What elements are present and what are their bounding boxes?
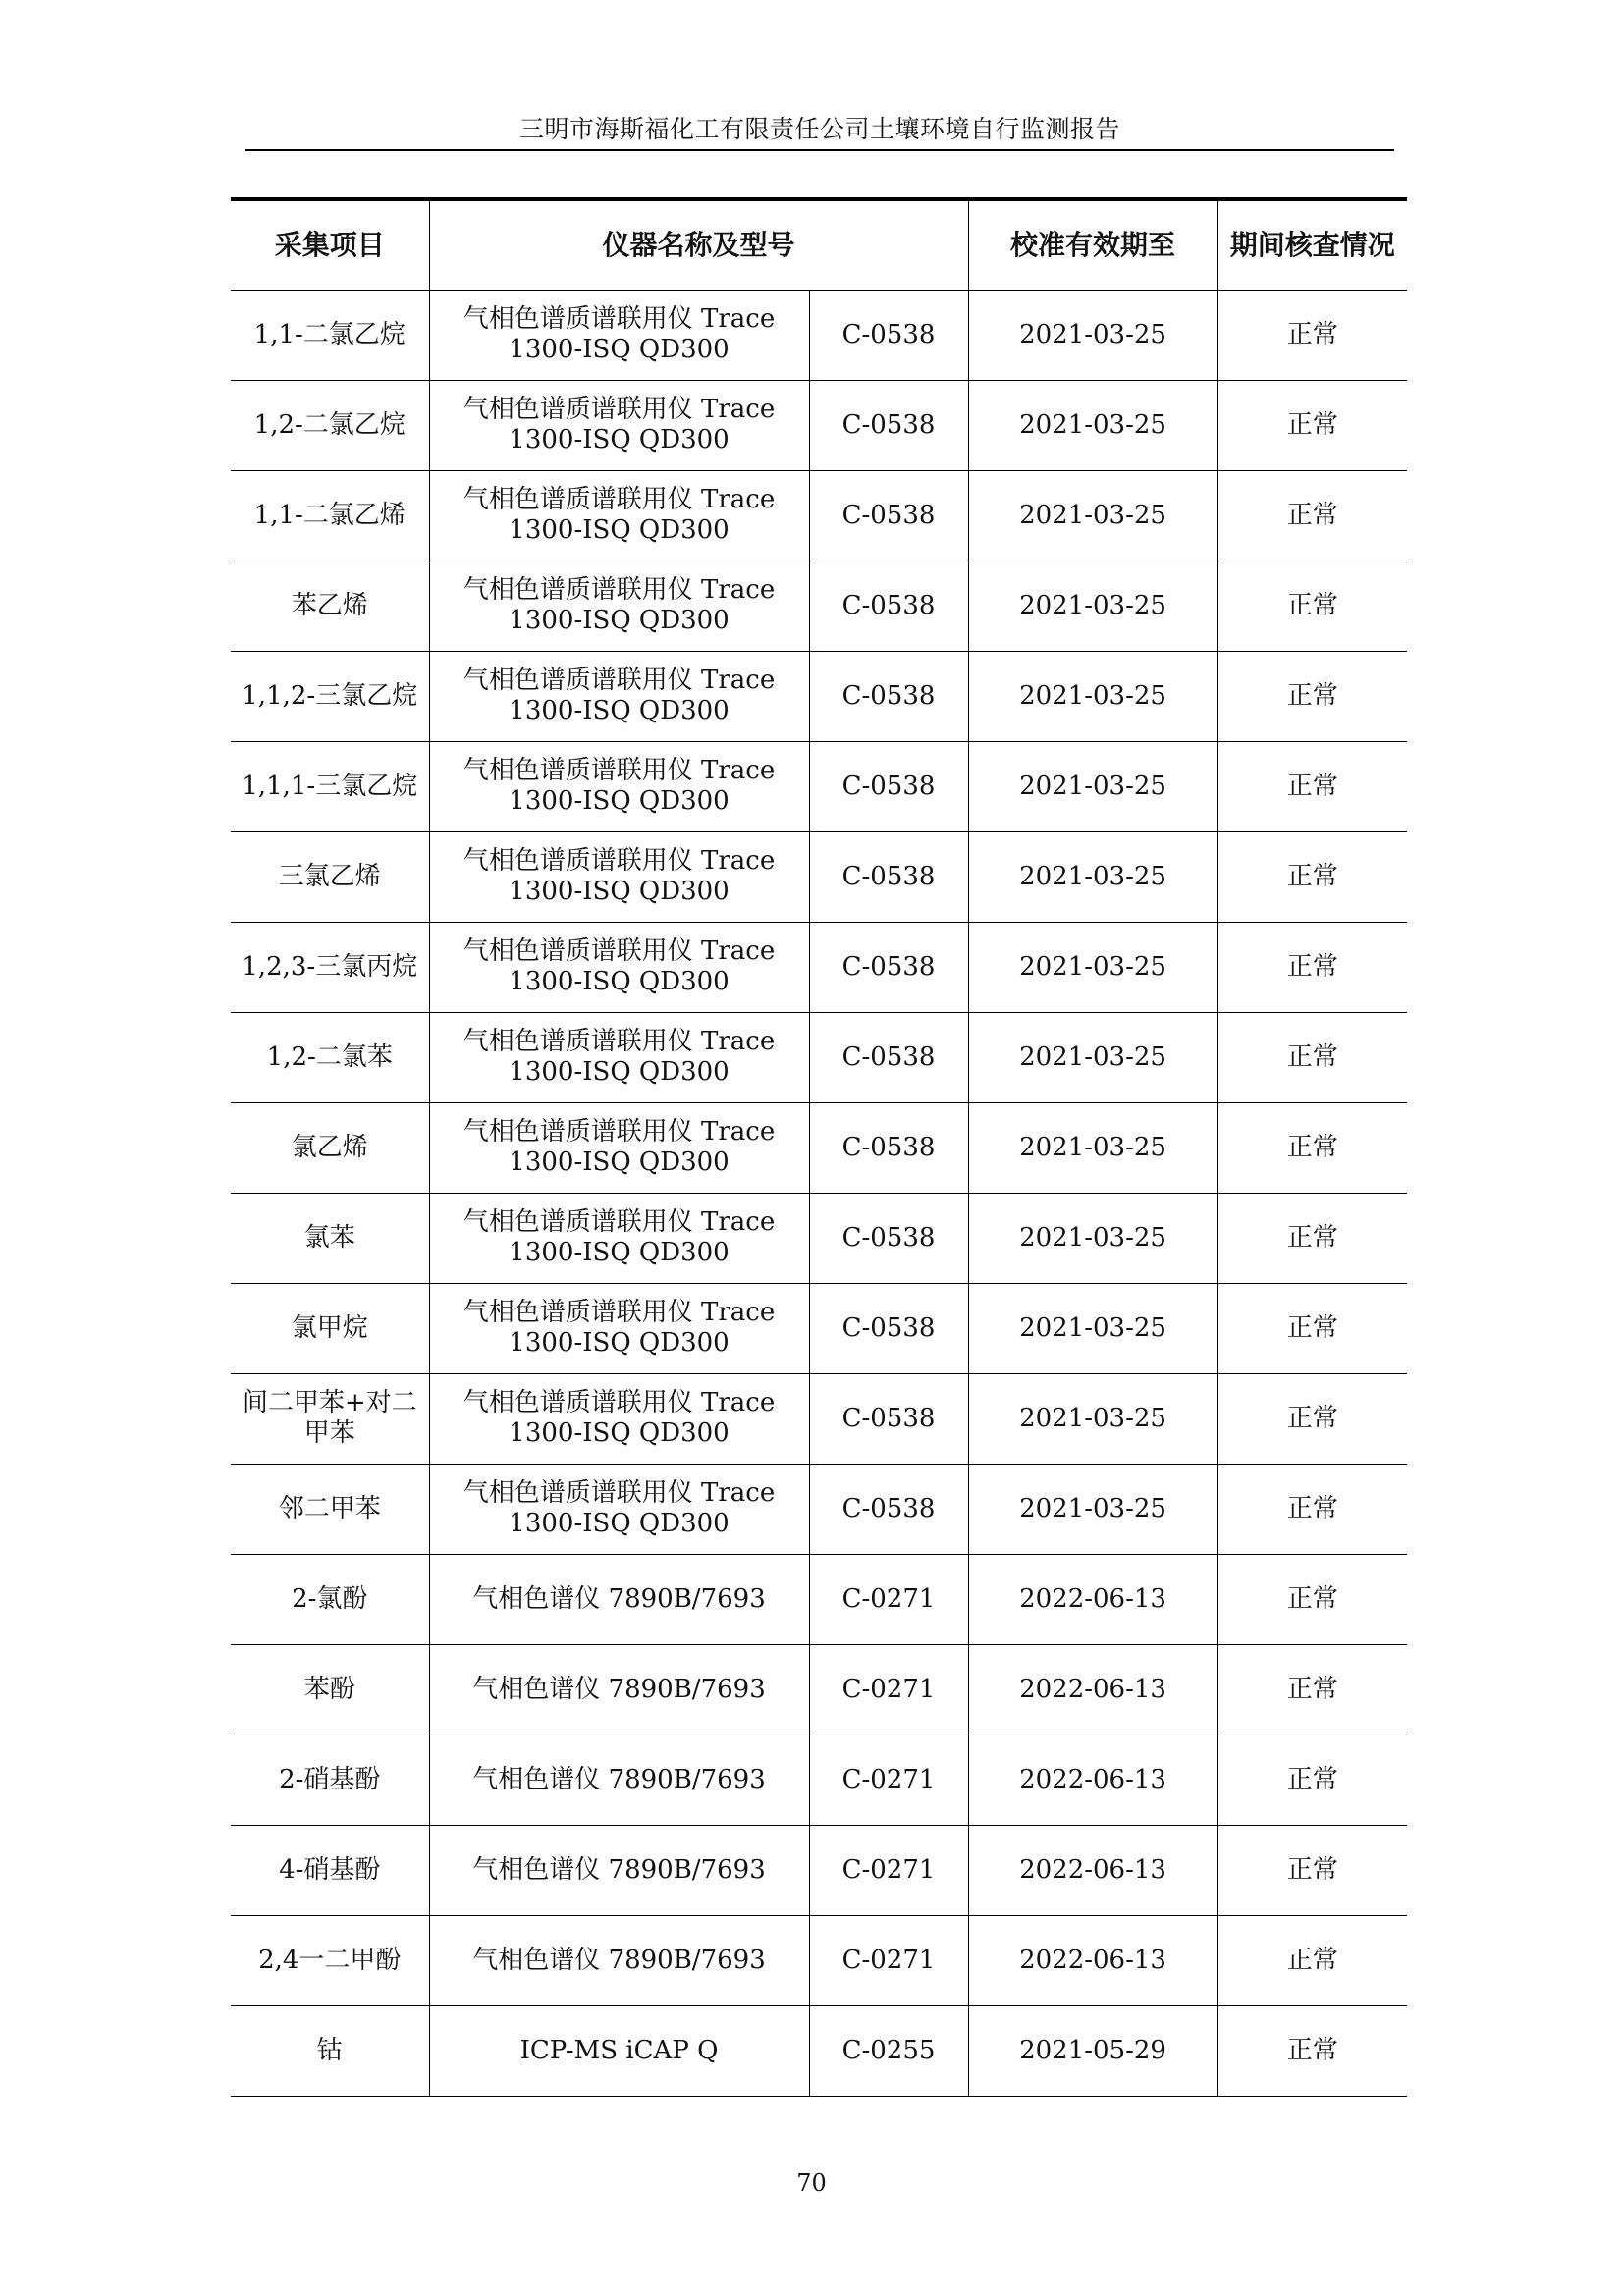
- instrument-name-line: 1300-ISQ QD300: [509, 1238, 730, 1267]
- instrument-name-cell: [429, 470, 809, 561]
- calibration-date-cell: 2022-06-13: [968, 1825, 1217, 1915]
- column-header-item: 采集项目: [231, 199, 429, 290]
- instrument-name-cell: [429, 1283, 809, 1373]
- verification-status-cell: 正常: [1217, 741, 1407, 831]
- calibration-date-cell: 2021-03-25: [968, 1464, 1217, 1554]
- verification-status-cell: 正常: [1217, 470, 1407, 561]
- table-row: [231, 1915, 1407, 2005]
- table-row: [231, 561, 1407, 651]
- instrument-name-cell: [429, 380, 809, 470]
- calibration-date-cell: 2021-03-25: [968, 470, 1217, 561]
- sample-item-cell: 1,2,3-三氯丙烷: [231, 922, 429, 1012]
- instrument-name-cell: [429, 1644, 809, 1735]
- verification-status-cell: 正常: [1217, 561, 1407, 651]
- verification-status-cell: 正常: [1217, 290, 1407, 380]
- table-row: [231, 1464, 1407, 1554]
- instrument-code-cell: C-0538: [809, 470, 968, 561]
- instrument-code-cell: C-0538: [809, 1012, 968, 1102]
- sample-item-cell: 1,1-二氯乙烯: [231, 470, 429, 561]
- calibration-date-cell: 2021-03-25: [968, 1193, 1217, 1283]
- calibration-date-cell: 2021-03-25: [968, 741, 1217, 831]
- table-row: [231, 741, 1407, 831]
- table-row: [231, 1283, 1407, 1373]
- verification-status-cell: 正常: [1217, 2005, 1407, 2096]
- instrument-name-line: 气相色谱仪 7890B/7693: [472, 1764, 766, 1794]
- sample-item-cell: 氯苯: [231, 1193, 429, 1283]
- calibration-date-cell: 2021-03-25: [968, 922, 1217, 1012]
- sample-item-cell: 2,4一二甲酚: [231, 1915, 429, 2005]
- verification-status-cell: 正常: [1217, 1825, 1407, 1915]
- instrument-name-cell: [429, 1102, 809, 1193]
- instrument-code-cell: C-0538: [809, 651, 968, 741]
- instrument-name-cell: [429, 1193, 809, 1283]
- table-row: [231, 1373, 1407, 1464]
- instrument-name-line: 1300-ISQ QD300: [509, 696, 730, 725]
- instrument-name-line: 1300-ISQ QD300: [509, 606, 730, 635]
- calibration-date-cell: 2021-03-25: [968, 831, 1217, 922]
- instrument-code-cell: C-0538: [809, 290, 968, 380]
- sample-item-cell: 1,1,2-三氯乙烷: [231, 651, 429, 741]
- table-row: [231, 1554, 1407, 1644]
- instrument-name-line: 气相色谱质谱联用仪 Trace: [462, 575, 776, 605]
- calibration-date-cell: 2021-03-25: [968, 651, 1217, 741]
- sample-item-cell: 1,1-二氯乙烷: [231, 290, 429, 380]
- instrument-name-line: 气相色谱质谱联用仪 Trace: [462, 936, 776, 966]
- calibration-table: [231, 197, 1407, 2097]
- instrument-name-line: ICP-MS iCAP Q: [519, 2035, 719, 2065]
- verification-status-cell: 正常: [1217, 1193, 1407, 1283]
- verification-status-cell: 正常: [1217, 651, 1407, 741]
- table-row: [231, 831, 1407, 922]
- calibration-date-cell: 2021-03-25: [968, 380, 1217, 470]
- instrument-name-cell: [429, 1825, 809, 1915]
- sample-item-cell: 间二甲苯+对二甲苯: [231, 1373, 429, 1464]
- sample-item-cell: 苯乙烯: [231, 561, 429, 651]
- instrument-name-cell: [429, 741, 809, 831]
- sample-item-cell: 2-氯酚: [231, 1554, 429, 1644]
- instrument-code-cell: C-0538: [809, 1102, 968, 1193]
- instrument-name-line: 1300-ISQ QD300: [509, 335, 730, 364]
- instrument-name-line: 气相色谱质谱联用仪 Trace: [462, 485, 776, 514]
- table-row: [231, 1193, 1407, 1283]
- instrument-code-cell: C-0271: [809, 1915, 968, 2005]
- report-header-title: 三明市海斯福化工有限责任公司土壤环境自行监测报告: [518, 115, 1120, 143]
- calibration-date-cell: 2021-03-25: [968, 1373, 1217, 1464]
- instrument-code-cell: C-0538: [809, 380, 968, 470]
- verification-status-cell: 正常: [1217, 1644, 1407, 1735]
- table-row: [231, 1735, 1407, 1825]
- sample-item-cell: 钴: [231, 2005, 429, 2096]
- instrument-name-line: 气相色谱质谱联用仪 Trace: [462, 846, 776, 876]
- sample-item-cell: 邻二甲苯: [231, 1464, 429, 1554]
- instrument-name-line: 气相色谱质谱联用仪 Trace: [462, 1117, 776, 1147]
- verification-status-cell: 正常: [1217, 380, 1407, 470]
- instrument-code-cell: C-0271: [809, 1735, 968, 1825]
- instrument-name-line: 1300-ISQ QD300: [509, 425, 730, 454]
- instrument-code-cell: C-0538: [809, 741, 968, 831]
- sample-item-cell: 2-硝基酚: [231, 1735, 429, 1825]
- instrument-code-cell: C-0255: [809, 2005, 968, 2096]
- instrument-name-cell: [429, 2005, 809, 2096]
- verification-status-cell: 正常: [1217, 831, 1407, 922]
- table-row: [231, 922, 1407, 1012]
- instrument-name-cell: [429, 561, 809, 651]
- instrument-name-line: 气相色谱质谱联用仪 Trace: [462, 1478, 776, 1508]
- instrument-name-cell: [429, 1464, 809, 1554]
- table-row: [231, 2005, 1407, 2096]
- instrument-name-line: 气相色谱仪 7890B/7693: [472, 1674, 766, 1704]
- instrument-name-line: 1300-ISQ QD300: [509, 1148, 730, 1177]
- column-header-instrument: 仪器名称及型号: [429, 199, 968, 290]
- calibration-date-cell: 2021-03-25: [968, 1283, 1217, 1373]
- instrument-name-line: 1300-ISQ QD300: [509, 786, 730, 816]
- calibration-date-cell: 2021-03-25: [968, 561, 1217, 651]
- instrument-name-line: 气相色谱质谱联用仪 Trace: [462, 1388, 776, 1417]
- instrument-name-line: 气相色谱质谱联用仪 Trace: [462, 304, 776, 334]
- table-row: [231, 290, 1407, 380]
- instrument-name-line: 1300-ISQ QD300: [509, 515, 730, 545]
- instrument-code-cell: C-0538: [809, 1373, 968, 1464]
- verification-status-cell: 正常: [1217, 1102, 1407, 1193]
- instrument-name-line: 1300-ISQ QD300: [509, 1328, 730, 1358]
- table-row: [231, 1012, 1407, 1102]
- calibration-date-cell: 2022-06-13: [968, 1735, 1217, 1825]
- page-number: 70: [796, 2169, 827, 2197]
- instrument-name-line: 1300-ISQ QD300: [509, 1057, 730, 1087]
- instrument-code-cell: C-0538: [809, 561, 968, 651]
- instrument-name-line: 气相色谱质谱联用仪 Trace: [462, 756, 776, 785]
- instrument-name-line: 气相色谱仪 7890B/7693: [472, 1945, 766, 1975]
- instrument-name-line: 气相色谱质谱联用仪 Trace: [462, 666, 776, 695]
- header-divider: [245, 149, 1394, 151]
- instrument-name-line: 气相色谱质谱联用仪 Trace: [462, 1207, 776, 1237]
- calibration-date-cell: 2021-03-25: [968, 1012, 1217, 1102]
- instrument-name-line: 1300-ISQ QD300: [509, 967, 730, 996]
- instrument-name-line: 1300-ISQ QD300: [509, 1509, 730, 1538]
- table-row: [231, 380, 1407, 470]
- instrument-name-line: 气相色谱仪 7890B/7693: [472, 1854, 766, 1885]
- sample-item-cell: 1,2-二氯乙烷: [231, 380, 429, 470]
- instrument-name-cell: [429, 1735, 809, 1825]
- sample-item-cell: 氯乙烯: [231, 1102, 429, 1193]
- instrument-name-line: 1300-ISQ QD300: [509, 1418, 730, 1448]
- instrument-name-cell: [429, 1554, 809, 1644]
- calibration-date-cell: 2021-03-25: [968, 1102, 1217, 1193]
- calibration-date-cell: 2022-06-13: [968, 1915, 1217, 2005]
- instrument-code-cell: C-0538: [809, 1283, 968, 1373]
- sample-item-cell: 氯甲烷: [231, 1283, 429, 1373]
- calibration-date-cell: 2021-05-29: [968, 2005, 1217, 2096]
- instrument-name-line: 气相色谱质谱联用仪 Trace: [462, 1027, 776, 1056]
- instrument-code-cell: C-0538: [809, 922, 968, 1012]
- table-header-row: [231, 199, 1407, 290]
- instrument-code-cell: C-0538: [809, 831, 968, 922]
- instrument-name-line: 气相色谱质谱联用仪 Trace: [462, 395, 776, 424]
- instrument-name-line: 气相色谱质谱联用仪 Trace: [462, 1298, 776, 1327]
- verification-status-cell: 正常: [1217, 1735, 1407, 1825]
- sample-item-cell: 4-硝基酚: [231, 1825, 429, 1915]
- instrument-code-cell: C-0538: [809, 1464, 968, 1554]
- verification-status-cell: 正常: [1217, 1464, 1407, 1554]
- instrument-name-cell: [429, 1373, 809, 1464]
- table-row: [231, 1102, 1407, 1193]
- table-row: [231, 1825, 1407, 1915]
- instrument-name-cell: [429, 1915, 809, 2005]
- table-row: [231, 1644, 1407, 1735]
- instrument-code-cell: C-0538: [809, 1193, 968, 1283]
- instrument-name-cell: [429, 922, 809, 1012]
- sample-item-cell: 1,2-二氯苯: [231, 1012, 429, 1102]
- verification-status-cell: 正常: [1217, 1373, 1407, 1464]
- calibration-date-cell: 2022-06-13: [968, 1644, 1217, 1735]
- verification-status-cell: 正常: [1217, 922, 1407, 1012]
- column-header-verification-status: 期间核查情况: [1217, 199, 1407, 290]
- calibration-date-cell: 2021-03-25: [968, 290, 1217, 380]
- instrument-name-cell: [429, 651, 809, 741]
- verification-status-cell: 正常: [1217, 1554, 1407, 1644]
- table-row: [231, 470, 1407, 561]
- instrument-name-line: 1300-ISQ QD300: [509, 877, 730, 906]
- instrument-name-line: 气相色谱仪 7890B/7693: [472, 1583, 766, 1614]
- instrument-code-cell: C-0271: [809, 1825, 968, 1915]
- calibration-date-cell: 2022-06-13: [968, 1554, 1217, 1644]
- instrument-name-cell: [429, 831, 809, 922]
- column-header-calibration-date: 校准有效期至: [968, 199, 1217, 290]
- table-row: [231, 651, 1407, 741]
- sample-item-cell: 1,1,1-三氯乙烷: [231, 741, 429, 831]
- instrument-name-cell: [429, 1012, 809, 1102]
- sample-item-cell: 苯酚: [231, 1644, 429, 1735]
- verification-status-cell: 正常: [1217, 1915, 1407, 2005]
- sample-item-cell: 三氯乙烯: [231, 831, 429, 922]
- instrument-code-cell: C-0271: [809, 1644, 968, 1735]
- instrument-name-cell: [429, 290, 809, 380]
- instrument-code-cell: C-0271: [809, 1554, 968, 1644]
- verification-status-cell: 正常: [1217, 1012, 1407, 1102]
- verification-status-cell: 正常: [1217, 1283, 1407, 1373]
